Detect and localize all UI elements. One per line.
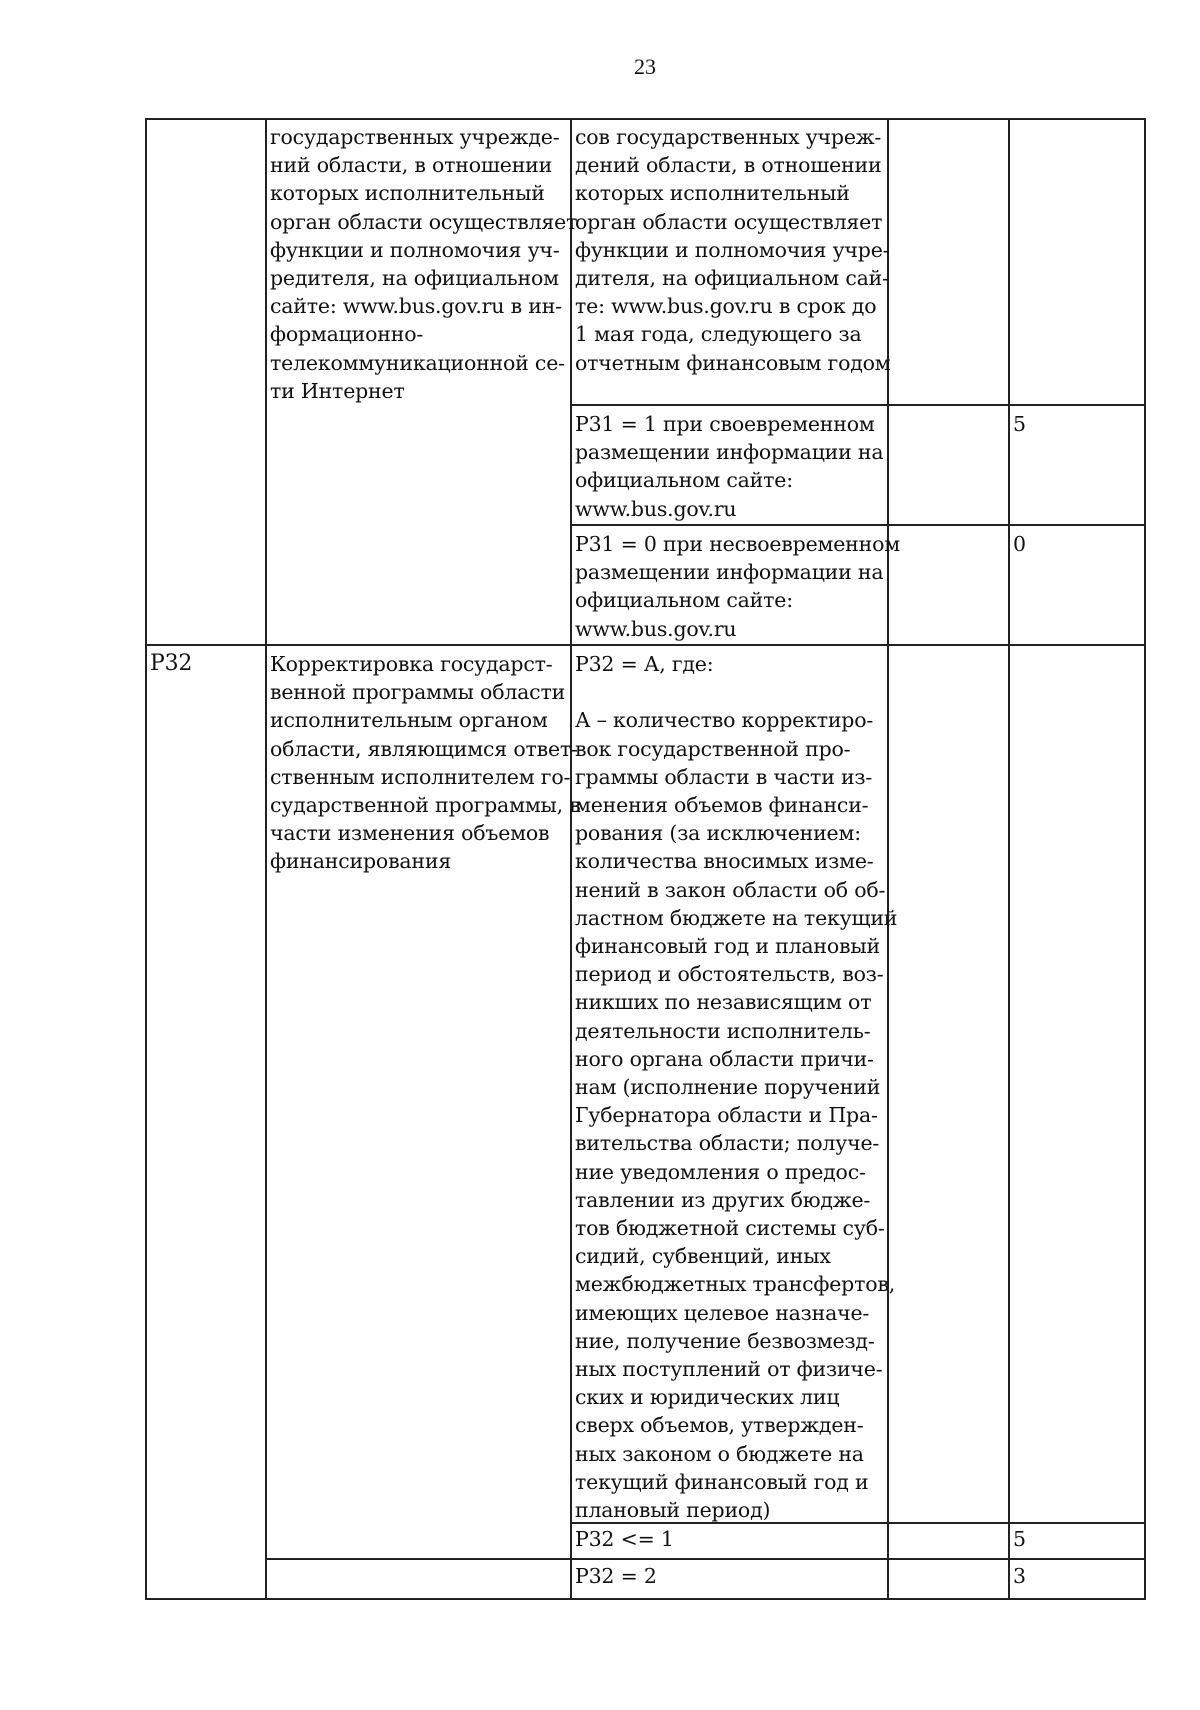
p32-indicator-name: Корректировка государст- венной программы области исполнительным органом области, являющимся ответ- ственным исполнителем го- сударственной программы, в части изменения объемов финансирования xyxy=(270,652,581,874)
column-divider-empty xyxy=(1008,118,1010,1600)
p31-criterion-2-score: 0 xyxy=(1013,532,1026,556)
p31-criterion-1-text: Р31 = 1 при своевременном размещении информации на официальном сайте: www.bus.gov.ru xyxy=(575,412,884,521)
column-divider-code xyxy=(265,118,267,1600)
p32-criterion-1-text: Р32 <= 1 xyxy=(575,1527,674,1551)
row-divider-p32 xyxy=(145,644,1146,646)
table-border-left xyxy=(145,118,147,1600)
p31-criterion-2-text: Р31 = 0 при несвоевременном размещении информации на официальном сайте: www.bus.gov.ru xyxy=(575,532,900,641)
p32-criterion-2-text: Р32 = 2 xyxy=(575,1564,657,1588)
criteria-table xyxy=(145,118,1146,1600)
table-border-right xyxy=(1144,118,1146,1600)
page-number: 23 xyxy=(634,54,656,79)
p32-code: Р32 xyxy=(150,651,193,676)
p31-criterion-1-score: 5 xyxy=(1013,412,1026,436)
table-border-bottom xyxy=(145,1598,1146,1600)
p31-calculation-method: сов государственных учреж- дений области, в отношении которых исполнительный орган области осуществляет функции и полномочия учре- дителя, на официальном сай- те: www.bus.gov.ru в срок до 1 мая года, следующего за отчетным финансовым годом xyxy=(575,125,891,375)
row-divider-p31-criterion-1 xyxy=(570,404,1146,406)
p31-indicator-name: государственных учрежде- ний области, в отношении которых исполнительный орган области осуществляет функции и полномочия уч- редителя, на официальном сайте: www.bus.gov.ru в ин- формационно- телекоммуникационной се- ти Интернет xyxy=(270,125,578,403)
p32-calculation-method: Р32 = А, где: А – количество корректиро- вок государственной про- граммы области в части из- менения объемов финанси- рования (за исключением: количества вносимых изме- нений в закон области об об- ластном бюджете на текущий финансовый год и плановый период и обстоятельств, воз- никших по независящим от деятельности исполнитель- ного органа области причи- нам (исполнение поручений Губернатора области и Пра- вительства области; получе- ние уведомления о предос- тавлении из других бюдже- тов бюджетной системы суб- сидий, субвенций, иных межбюджетных трансфертов, имеющих целевое назначе- ние, получение безвозмезд- ных поступлений от физиче- ских и юридических лиц сверх объемов, утвержден- ных законом о бюджете на текущий финансовый год и плановый период) xyxy=(575,652,898,1523)
p32-criterion-1-score: 5 xyxy=(1013,1527,1026,1551)
row-divider-p32-criterion-2 xyxy=(265,1558,1146,1560)
table-border-top xyxy=(145,118,1146,120)
p32-criterion-2-score: 3 xyxy=(1013,1564,1026,1588)
row-divider-p31-criterion-2 xyxy=(570,524,1146,526)
